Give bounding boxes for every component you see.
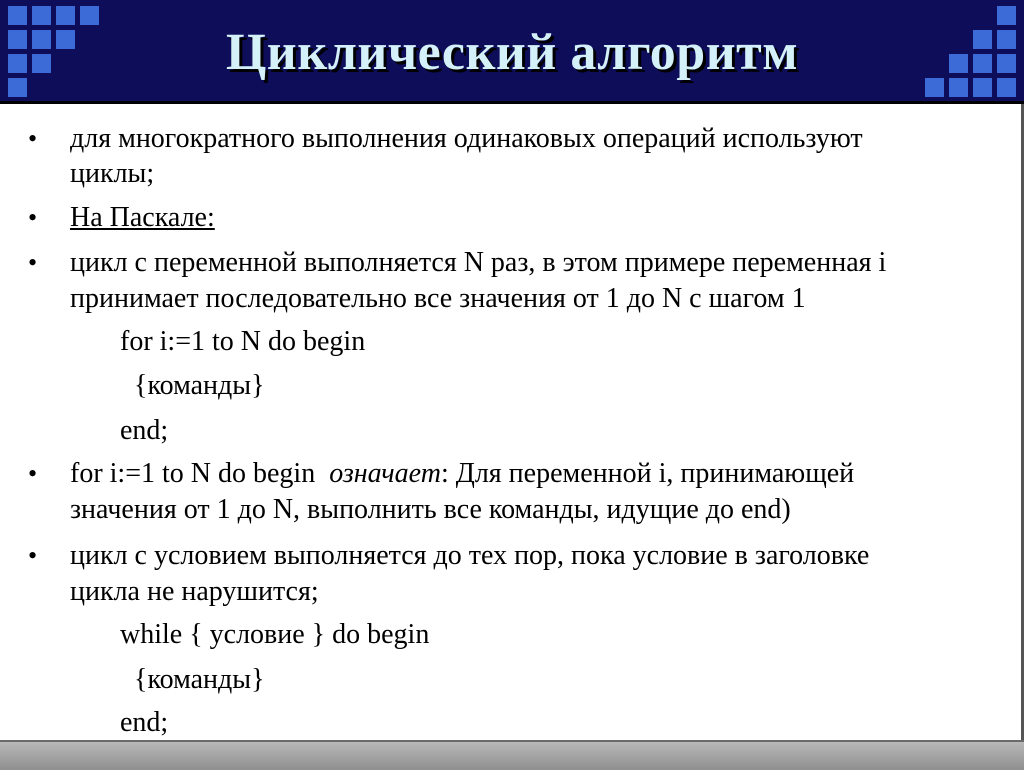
bullet-5-line-2: цикла не нарушится;: [70, 576, 319, 607]
bullet-2-pascal-heading: На Паскале:: [70, 202, 215, 233]
bullet-4-code: for i:=1 to N do begin: [70, 458, 316, 489]
bullet-1-line-1: для многократного выполнения одинаковых операций используют: [70, 123, 863, 154]
bullet-marker: •: [28, 541, 38, 570]
code-while-line-1: while { условие } do begin: [120, 619, 430, 650]
bullet-4-italic-word: означает: [329, 458, 441, 489]
code-while-line-2: {команды}: [134, 664, 265, 695]
code-for-line-1: for i:=1 to N do begin: [120, 326, 366, 357]
bullet-marker: •: [28, 203, 38, 232]
bullet-1-line-2: циклы;: [70, 158, 155, 189]
slide-footer-bar: [0, 740, 1024, 770]
slide-header: [0, 0, 1024, 104]
bullet-marker: •: [28, 124, 38, 153]
code-for-line-3: end;: [120, 415, 169, 446]
bullet-4-line-1: [70, 459, 854, 489]
code-for-line-2: {команды}: [134, 370, 265, 401]
bullet-5-line-1: цикл с условием выполняется до тех пор, пока условие в заголовке: [70, 540, 870, 571]
slide-title: Циклический алгоритм: [225, 23, 799, 81]
bullet-4-line-2: значения от 1 до N, выполнить все команды, идущие до end): [70, 494, 791, 525]
code-while-line-3: end;: [120, 707, 169, 738]
bullet-marker: •: [28, 248, 38, 277]
bullet-3-line-1: цикл с переменной выполняется N раз, в этом примере переменная i: [70, 247, 887, 278]
bullet-4-rest: : Для переменной i, принимающей: [440, 458, 855, 489]
bullet-marker: •: [28, 459, 38, 488]
bullet-3-line-2: принимает последовательно все значения от 1 до N с шагом 1: [70, 283, 806, 314]
